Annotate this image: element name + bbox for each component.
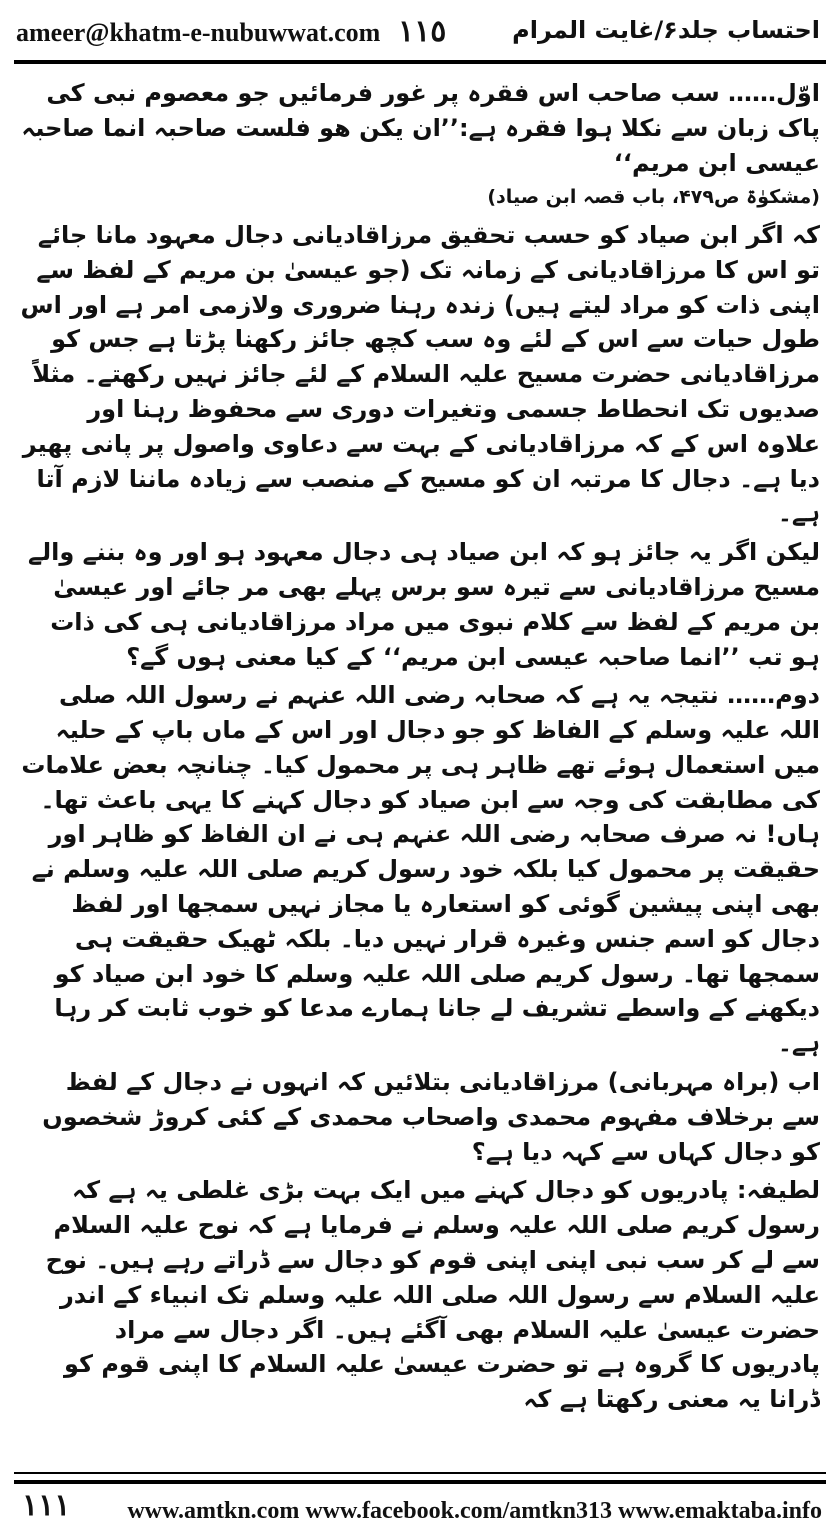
header-rule	[14, 60, 826, 64]
paragraph-second-point: دوم…… نتیجہ یہ ہے کہ صحابہ رضی اللہ عنہم نے رسول اللہ صلی اللہ علیہ وسلم کے الفاظ کو جو دجال اور اس کے ماں باپ کے حلیہ میں استعمال ہوئے تھے ظاہر ہی پر محمول کیا۔ چنانچہ بعض علامات کی مطابقت کی وجہ سے ابن صیاد کو دجال کہنے کا یہی باعث تھا۔ ہاں! نہ صرف صحابہ رضی اللہ عنہم ہی نے ان الفاظ کو ظاہر اور حقیقت پر محمول کیا بلکہ خود رسول کریم صلی اللہ علیہ وسلم نے بھی اپنی پیشین گوئی کو استعارہ یا مجاز نہیں سمجھا اور لفظ دجال کو اسم جنس وغیرہ قرار نہیں دیا۔ بلکہ ٹھیک حقیقت ہی سمجھا تھا۔ رسول کریم صلی اللہ علیہ وسلم کا خود ابن صیاد کو دیکھنے کے واسطے تشریف لے جانا ہمارے مدعا کو خوب ثابت کر رہا ہے۔	[21, 681, 820, 1058]
footer-rule-thick	[14, 1480, 826, 1484]
page-body	[20, 76, 820, 1460]
footer-rule-thin	[14, 1472, 826, 1474]
footer-website-links: www.amtkn.com www.facebook.com/amtkn313 www.emaktaba.info	[127, 1498, 822, 1524]
footer-page-number: ١١١	[22, 1488, 71, 1523]
paragraph-note: لطیفہ: پادریوں کو دجال کہنے میں ایک بہت بڑی غلطی یہ ہے کہ رسول کریم صلی اللہ علیہ وسلم نے فرمایا ہے کہ نوح علیہ السلام سے لے کر سب نبی اپنی اپنی قوم کو دجال سے ڈراتے رہے ہیں۔ نوح علیہ السلام سے رسول اللہ صلی اللہ علیہ وسلم تک انبیاء کے اندر حضرت عیسیٰ علیہ السلام بھی آگئے ہیں۔ اگر دجال سے مراد پادریوں کا گروہ ہے تو حضرت عیسیٰ علیہ السلام کا اپنی قوم کو ڈرانا یہ معنی رکھتا ہے کہ	[45, 1176, 820, 1414]
header-book-title: احتساب جلد۶/غایت المرام	[512, 16, 820, 44]
reference-citation: (مشکوٰۃ ص۴۷۹، باب قصہ ابن صیاد)	[487, 186, 820, 209]
paragraph-argument: کہ اگر ابن صیاد کو حسب تحقیق مرزاقادیانی دجال معہود مانا جائے تو اس کا مرزاقادیانی کے زمانہ تک (جو عیسیٰ بن مریم کے لفظ سے اپنی ذات کو مراد لیتے ہیں) زندہ رہنا ضروری ولازمی امر ہے اور اس طول حیات سے اس کے لئے وہ سب کچھ جائز رکھنا پڑتا ہے جس کو مرزاقادیانی حضرت مسیح علیہ السلام کے لئے جائز نہیں رکھتے۔ مثلاً صدیوں تک انحطاط جسمی وتغیرات دوری سے محفوظ رہنا اور علاوہ اس کے کہ مرزاقادیانی کے بہت سے دعاوی واصول پر پانی پھیر دیا ہے۔ دجال کا مرتبہ ان کو مسیح کے منصب سے زیادہ ماننا لازم آتا ہے۔	[20, 220, 820, 528]
header-page-number: ١١٥	[398, 14, 447, 49]
page-header	[0, 0, 840, 64]
page-footer	[0, 1462, 840, 1540]
header-email: ameer@khatm-e-nubuwwat.com	[16, 18, 381, 47]
paragraph-objection: لیکن اگر یہ جائز ہو کہ ابن صیاد ہی دجال معہود ہو اور وہ بننے والے مسیح مرزاقادیانی سے تیرہ سو برس پہلے بھی مر جائے اور عیسیٰ بن مریم کے لفظ سے کلام نبوی میں مراد مرزاقادیانی ہی کی ذات ہو تب ’’انما صاحبہ عیسی ابن مریم‘‘ کے کیا معنی ہوں گے؟	[28, 538, 820, 671]
paragraph-question: اب (براہ مہربانی) مرزاقادیانی بتلائیں کہ انہوں نے دجال کے لفظ سے برخلاف مفہوم محمدی واصحاب محمدی کے کئی کروڑ شخصوں کو دجال کہاں سے کہہ دیا ہے؟	[42, 1068, 820, 1166]
paragraph-first-point: اوّل…… سب صاحب اس فقرہ پر غور فرمائیں جو معصوم نبی کی پاک زبان سے نکلا ہوا فقرہ ہے:’’ان یکن ھو فلست صاحبہ انما صاحبہ عیسی ابن مریم‘‘	[21, 79, 820, 177]
